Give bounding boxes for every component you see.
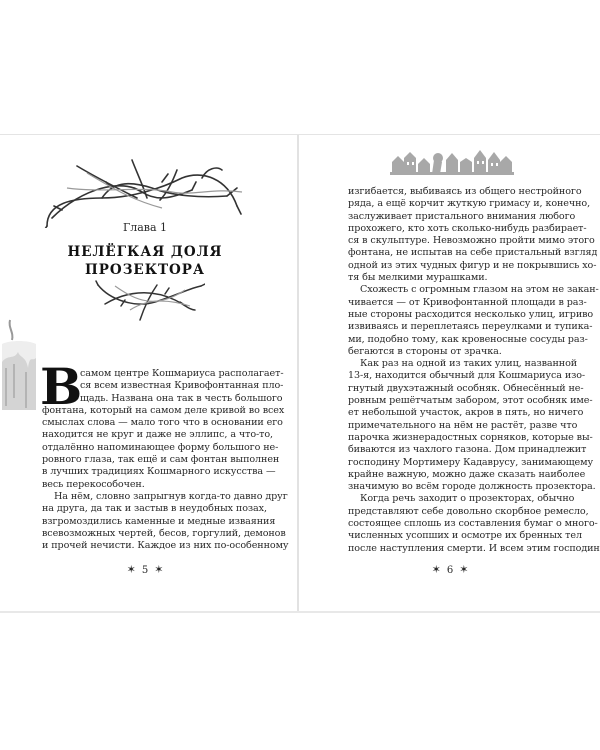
chapter-title-line: НЕЛЁГКАЯ ДОЛЯ	[67, 244, 223, 260]
text-line: на друга, да так и застыв в неудобных позах,	[42, 503, 267, 515]
text-line: находится не круг и даже не эллипс, а что-то,	[42, 429, 274, 441]
text-line: отдалённо напоминающее форму большого не-	[42, 441, 279, 453]
text-line: щадь. Названа она так в честь большого	[80, 392, 283, 404]
page-number-left	[105, 563, 185, 576]
candle-illustration	[0, 318, 40, 410]
page-bottom-edge	[0, 611, 600, 613]
text-line: ровным решётчатым забором, этот особняк име-	[348, 395, 593, 407]
text-line: взгромоздились каменные и медные изваяния	[42, 515, 276, 527]
page-number-right	[410, 563, 490, 576]
text-line: одной из этих чудных фигур и не покрывшись хо-	[348, 259, 597, 271]
text-line: чивается — от Кривофонтанной площади в раз-	[348, 296, 587, 308]
text-line: фонтана, который на самом деле кривой во всех	[42, 404, 285, 416]
text-line: в лучших традициях Кошмарного искусства —	[42, 466, 276, 478]
text-line: тя бы мелкими мурашками.	[348, 272, 488, 284]
text-line: заслуживает пристального внимания любого	[348, 210, 576, 222]
text-line: биваются из чахлого газона. Дом принадлежит	[348, 444, 587, 456]
star-icon: ✶	[431, 563, 441, 576]
text-line: численных усопших и осмотре их бренных тел	[348, 530, 582, 542]
text-line: ми, подобно тому, как кровеносные сосуды раз-	[348, 333, 588, 345]
text-line: фонтана, не испытав на себе пристальный взгляд	[348, 247, 598, 259]
text-line: Схожесть с огромным глазом на этом не закан-	[360, 284, 599, 296]
chapter-label: Глава 1	[122, 221, 168, 234]
text-line: примечательного на нём не растёт, разве что	[348, 419, 578, 431]
star-icon: ✶	[459, 563, 469, 576]
thorn-ornament-top	[42, 158, 248, 228]
chapter-title	[35, 243, 255, 279]
chapter-title-line: ПРОЗЕКТОРА	[85, 262, 205, 278]
text-line: гнутый двухэтажный особняк. Обнесённый не-	[348, 382, 584, 394]
text-line: ся в скульптуре. Невозможно пройти мимо этого	[348, 235, 595, 247]
book-gutter	[297, 135, 299, 611]
text-line: Когда речь заходит о прозекторах, обычно	[360, 493, 575, 505]
text-line: после наступления смерти. И всем этим господин	[348, 542, 600, 554]
text-line: извиваясь и переплетаясь переулками и тупика-	[348, 321, 593, 333]
text-line: ет небольшой участок, акров в пять, но ничего	[348, 407, 584, 419]
text-line: крайне важную, можно даже сказать наиболее	[348, 468, 586, 480]
text-line: парочка жизнерадостных сорняков, которые вы-	[348, 431, 593, 443]
drop-cap: В	[40, 357, 83, 416]
text-line: представляют себе довольно скорбное ремесло,	[348, 505, 589, 517]
text-line: самом центре Кошмариуса располагает-	[80, 368, 284, 379]
thorn-ornament-bottom	[95, 280, 205, 325]
text-line: господину Мортимеру Кадаврусу, занимающему	[348, 456, 594, 468]
text-line: ся всем известная Кривофонтанная пло-	[80, 380, 284, 392]
text-line: всевозможных чертей, бесов, горгулий, демонов	[42, 527, 286, 539]
text-line: прохожего, кто хоть сколько-нибудь разбирает-	[348, 222, 587, 234]
page-number: 5	[141, 565, 149, 576]
text-line: бегаются в стороны от зрачка.	[348, 345, 502, 357]
star-icon: ✶	[154, 563, 164, 576]
left-page-body-text	[42, 368, 289, 552]
text-line: ровного глаза, так ещё и сам фонтан выполнен	[42, 454, 280, 466]
text-line: и прочей нечисти. Каждое из них по-особенному	[42, 540, 289, 552]
text-line: ряда, а ещё корчит жуткую гримасу и, конечно,	[348, 198, 591, 210]
page-number: 6	[446, 565, 454, 576]
text-line: Как раз на одной из таких улиц, названной	[360, 358, 578, 370]
text-line: смыслах слова — мало того что в основании его	[42, 417, 283, 429]
star-icon: ✶	[126, 563, 136, 576]
text-line: На нём, словно запрыгнув когда-то давно друг	[54, 490, 288, 502]
text-line: значимую во всём городе должность прозектора.	[348, 481, 596, 493]
text-line: 13-я, находится обычный для Кошмариуса изо-	[348, 370, 586, 382]
text-line: изгибается, выбиваясь из общего нестройного	[348, 186, 582, 197]
text-line: состоящее сплошь из составления бумаг о много-	[348, 518, 598, 530]
right-page-body-text	[348, 186, 600, 555]
text-line: весь перекособочен.	[42, 478, 145, 490]
text-line: ные стороны расходится несколько улиц, игриво	[348, 308, 594, 320]
houses-silhouette-ornament	[390, 148, 514, 176]
